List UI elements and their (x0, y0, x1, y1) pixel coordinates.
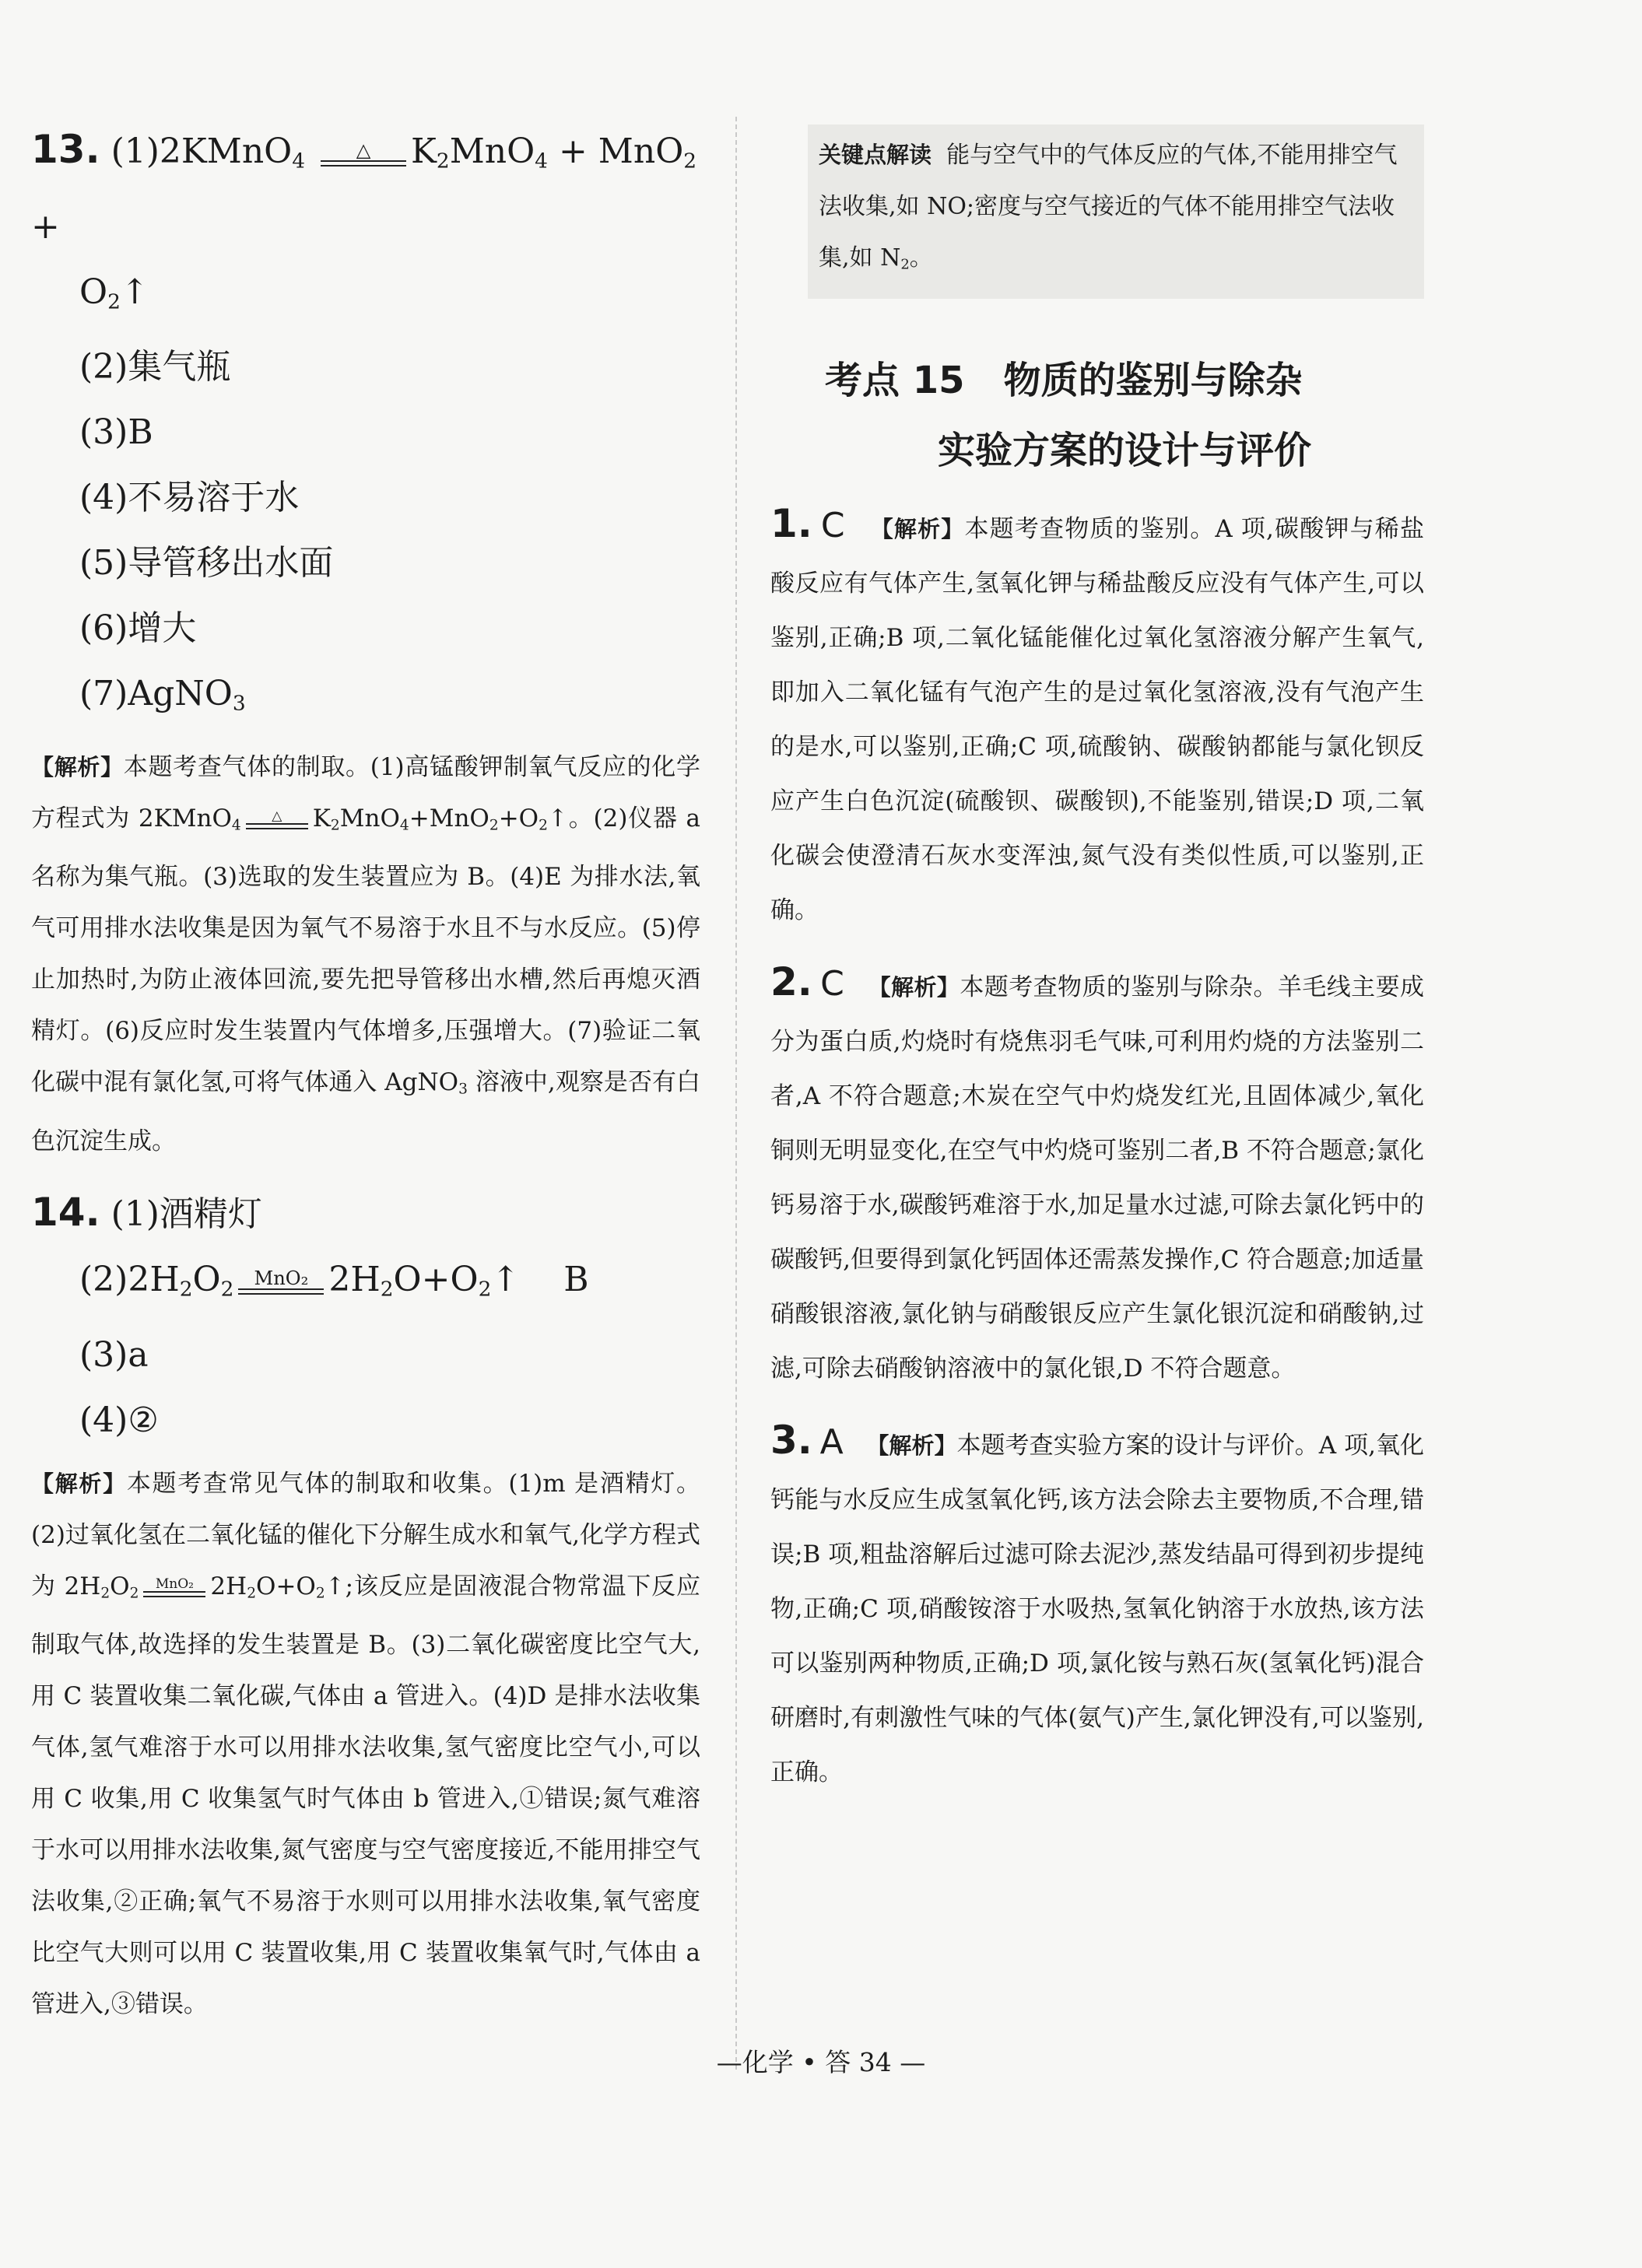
subscript: 2 (129, 1585, 139, 1602)
q14-answer-4: (4)② (79, 1400, 159, 1440)
catalyst-label: MnO₂ (155, 1576, 195, 1592)
reaction-condition (246, 810, 308, 829)
q13-line1 (31, 117, 700, 260)
subscript: 4 (535, 149, 548, 174)
right-question-1 (770, 496, 1424, 938)
key-point-box (808, 124, 1424, 299)
catalyst-label: MnO₂ (254, 1267, 309, 1290)
q13-explanation (31, 741, 700, 1167)
q13-text: K (411, 131, 437, 171)
q13-text: + MnO (547, 131, 684, 171)
explanation-text: +O (498, 804, 539, 833)
subscript: 3 (232, 691, 246, 716)
section-title-line1: 考点 15 物质的鉴别与除杂 (825, 358, 1303, 402)
q14-number: 14. (31, 1190, 100, 1236)
subscript: 3 (458, 1081, 468, 1099)
subscript: 4 (292, 149, 306, 174)
explanation-text: 本题考查实验方案的设计与评价。A 项,氧化钙能与水反应生成氢氧化钙,该方法会除去主要物质,不合理,错误;B 项,粗盐溶解后过滤可除去泥沙,蒸发结晶可得到初步提纯物,正确;C 项,硝酸铵溶于水吸热,氢氧化钠溶于水放热,该方法可以鉴别两种物质,正确;D 项,氯化铵与熟石灰(氢氧化钙)混合研磨时,有刺激性气味的气体(氨气)产生,氯化钾没有,可以鉴别,正确。 (770, 1431, 1424, 1786)
q13-answer-6: (6)增大 (79, 608, 197, 649)
right-question-3 (770, 1413, 1424, 1800)
left-column (31, 117, 700, 2030)
q13-line2 (31, 260, 700, 335)
subscript: 2 (489, 817, 499, 834)
right-column (770, 124, 1424, 1800)
q13-answer-3: (3)B (79, 412, 153, 453)
explanation-text: 溶液中,观察是否有白色沉淀生成。 (31, 1068, 700, 1156)
explanation-text: ↑;该反应是固液混合物常温下反应制取气体,故选择的发生装置是 B。(3)二氧化碳密度比空气大,用 C 装置收集二氧化碳,气体由 a 管进入。(4)D 是排水法收集气体,氢气难溶于水可以用排水法收集,氢气密度比空气小,可以用 C 收集,用 C 收集氢气时气体由 b 管进入,①错误;氮气难溶于水可以用排水法收集,氮气密度与空气密度接近,不能用排空气法收集,②正确;氧气不易溶于水则可以用排水法收集,氧气密度比空气大则可以用 C 装置收集,用 C 装置收集氧气时,气体由 a 管进入,③错误。 (31, 1572, 700, 2019)
q13-answer-5: (5)导管移出水面 (79, 543, 334, 584)
subscript: 2 (179, 1277, 193, 1302)
explanation-tag: 【解析】 (866, 1432, 957, 1459)
subscript: 2 (107, 289, 121, 314)
explanation-text: 本题考查气体的制取。(1)高锰酸钾制氧气反应的化学方程式为 2KMnO (31, 752, 700, 833)
subscript: 2 (900, 256, 910, 273)
q14-text: (2)2H (79, 1260, 180, 1300)
subscript: 2 (100, 1585, 111, 1602)
q13-answer-4: (4)不易溶于水 (79, 478, 300, 518)
q14-text: O+O (393, 1260, 479, 1300)
explanation-tag: 【解析】 (870, 515, 965, 542)
q14-text: O (192, 1260, 221, 1300)
question-number: 3. (770, 1417, 812, 1463)
explanation-text: ↑。(2)仪器 a 名称为集气瓶。(3)选取的发生装置应为 B。(4)E 为排水法,氧气可用排水法收集是因为氧气不易溶于水且不与水反应。(5)停止加热时,为防止液体回流,要先把导管移出水槽,然后再熄灭酒精灯。(6)反应时发生装置内气体增多,压强增大。(7)验证二氧化碳中混有氯化氢,可将气体通入 AgNO (31, 804, 700, 1097)
q13-text: + (31, 206, 60, 247)
arrow-up: ↑ (491, 1260, 521, 1300)
key-point-text: 能与空气中的气体反应的气体,不能用排空气法收集,如 NO;密度与空气接近的气体不能用排空气法收集,如 N (819, 142, 1398, 272)
explanation-text: 本题考查物质的鉴别与除杂。羊毛线主要成分为蛋白质,灼烧时有烧焦羽毛气味,可利用灼烧的方法鉴别二者,A 不符合题意;木炭在空气中灼烧发红光,且固体减少,氧化铜则无明显变化,在空气中灼烧可鉴别二者,B 不符合题意;氯化钙易溶于水,碳酸钙难溶于水,加足量水过滤,可除去氯化钙中的碳酸钙,但要得到氯化钙固体还需蒸发操作,C 符合题意;加适量硝酸银溶液,氯化钠与硝酸银反应产生氯化银沉淀和硝酸钠,过滤,可除去硝酸钠溶液中的氯化银,D 不符合题意。 (770, 973, 1424, 1383)
subscript: 2 (539, 817, 548, 834)
answer-letter: C (820, 963, 844, 1004)
page-footer: —化学 • 答 34 — (716, 2047, 926, 2077)
answer-letter: C (820, 505, 845, 545)
q14-answer-3: (3)a (79, 1334, 149, 1375)
explanation-text: 2H (210, 1572, 247, 1600)
explanation-text: 本题考查物质的鉴别。A 项,碳酸钾与稀盐酸反应有气体产生,氢氧化钾与稀盐酸反应没有气体产生,可以鉴别,正确;B 项,二氧化锰能催化过氧化氢溶液分解产生氧气,即加入二氧化锰有气泡产生的是过氧化氢溶液,没有气泡产生的是水,可以鉴别,正确;C 项,硫酸钠、碳酸钠都能与氯化钡反应产生白色沉淀(硫酸钡、碳酸钡),不能鉴别,错误;D 项,二氧化碳会使澄清石灰水变浑浊,氮气没有类似性质,可以鉴别,正确。 (770, 514, 1424, 924)
q13-text: MnO (449, 131, 535, 171)
column-divider (735, 117, 737, 2070)
explanation-tag: 【解析】 (31, 1470, 127, 1497)
question-number: 2. (770, 959, 812, 1004)
reaction-condition (238, 1269, 324, 1294)
subscript: 2 (478, 1277, 492, 1302)
subscript: 4 (231, 817, 241, 834)
subscript: 2 (315, 1585, 325, 1602)
q14-answer-2 (31, 1247, 700, 1323)
reaction-condition (321, 141, 406, 166)
q13-answer-2: (2)集气瓶 (79, 347, 231, 387)
equals-sign (143, 1591, 205, 1597)
heat-symbol: △ (356, 139, 371, 162)
explanation-tag: 【解析】 (868, 973, 960, 1001)
equals-sign (246, 823, 308, 829)
heat-symbol: △ (272, 808, 282, 824)
explanation-text: K (312, 804, 331, 833)
q13-text: O (79, 272, 108, 312)
answer-letter: A (819, 1421, 844, 1462)
explanation-text: MnO (339, 804, 400, 833)
arrow-up: ↑ (120, 272, 149, 312)
subscript: 2 (380, 1277, 394, 1302)
explanation-text: O (110, 1572, 130, 1600)
explanation-text: 本题考查常见气体的制取和收集。(1)m 是酒精灯。(2)过氧化氢在二氧化锰的催化下分解生成水和氧气,化学方程式为 2H (31, 1469, 700, 1600)
subscript: 2 (220, 1277, 234, 1302)
q14-text: 2H (328, 1260, 381, 1300)
q14-text: B (563, 1260, 589, 1300)
q14-line1 (31, 1180, 700, 1247)
explanation-text: O+O (256, 1572, 316, 1600)
key-point-tag: 关键点解读 (819, 142, 932, 168)
section-title (770, 345, 1424, 485)
subscript: 2 (683, 149, 697, 174)
subscript: 4 (399, 817, 409, 834)
q13-answer-7 (31, 661, 700, 737)
q13-text: (1)2KMnO (111, 131, 293, 171)
right-question-2 (770, 955, 1424, 1396)
subscript: 2 (436, 149, 450, 174)
reaction-condition (143, 1578, 205, 1597)
section-title-line2: 实验方案的设计与评价 (938, 428, 1312, 472)
subscript: 2 (247, 1585, 257, 1602)
key-point-text: 。 (909, 244, 933, 272)
subscript: 2 (330, 817, 340, 834)
explanation-tag: 【解析】 (31, 753, 124, 780)
q14-explanation (31, 1458, 700, 2031)
question-number: 1. (770, 500, 812, 546)
q14-answer-1: (1)酒精灯 (111, 1194, 262, 1235)
explanation-text: +MnO (409, 804, 489, 833)
q13-number: 13. (31, 127, 100, 172)
q13-text: (7)AgNO (79, 674, 233, 714)
